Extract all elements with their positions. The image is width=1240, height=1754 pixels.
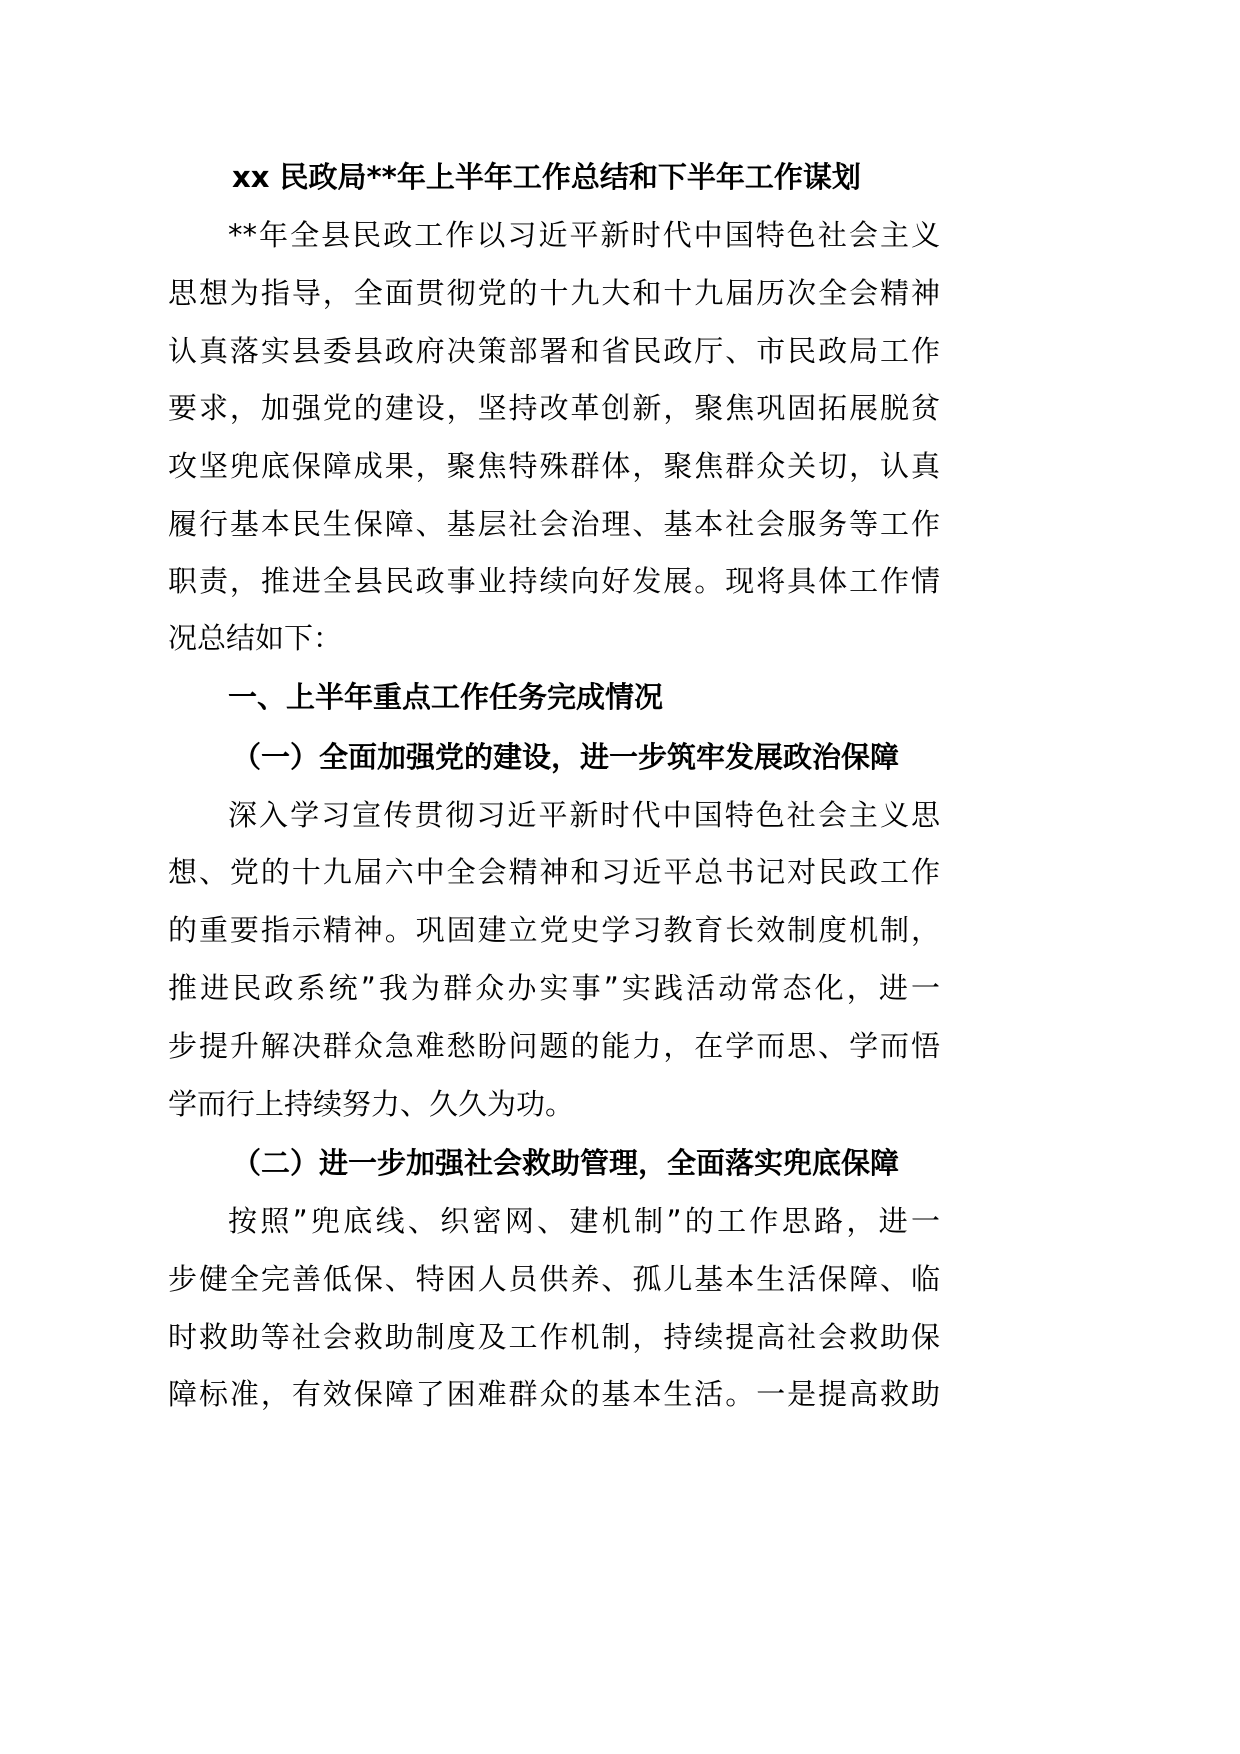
paragraph-line: 职责，推进全县民政事业持续向好发展。现将具体工作情	[168, 564, 940, 598]
paragraph-line: 攻坚兜底保障成果，聚焦特殊群体，聚焦群众关切，认真	[168, 449, 940, 483]
paragraph-line: 况总结如下：	[168, 621, 343, 655]
paragraph-line: 推进民政系统”我为群众办实事”实践活动常态化，进一	[168, 971, 940, 1005]
paragraph-line: 按照”兜底线、织密网、建机制”的工作思路，进一	[228, 1204, 940, 1238]
paragraph-line: 思想为指导，全面贯彻党的十九大和十九届历次全会精神	[168, 276, 940, 310]
subsection-heading: （一）全面加强党的建设，进一步筑牢发展政治保障	[232, 740, 900, 774]
paragraph-line: 障标准，有效保障了困难群众的基本生活。一是提高救助	[168, 1377, 940, 1411]
paragraph-line: 要求，加强党的建设，坚持改革创新，聚焦巩固拓展脱贫	[168, 391, 940, 425]
paragraph-line: 步提升解决群众急难愁盼问题的能力，在学而思、学而悟	[168, 1029, 940, 1063]
paragraph-line: 认真落实县委县政府决策部署和省民政厅、市民政局工作	[168, 334, 940, 368]
paragraph-line: 学而行上持续努力、久久为功。	[168, 1087, 575, 1121]
paragraph-line: 想、党的十九届六中全会精神和习近平总书记对民政工作	[168, 855, 940, 889]
paragraph-line: 时救助等社会救助制度及工作机制，持续提高社会救助保	[168, 1320, 940, 1354]
paragraph-line: 履行基本民生保障、基层社会治理、基本社会服务等工作	[168, 507, 940, 541]
paragraph-line: **年全县民政工作以习近平新时代中国特色社会主义	[228, 218, 940, 252]
section-heading: 一、上半年重点工作任务完成情况	[228, 680, 664, 714]
paragraph-line: 的重要指示精神。巩固建立党史学习教育长效制度机制，	[168, 913, 940, 947]
paragraph-line: 深入学习宣传贯彻习近平新时代中国特色社会主义思	[228, 798, 940, 832]
document-title: xx 民政局**年上半年工作总结和下半年工作谋划	[232, 160, 861, 194]
subsection-heading: （二）进一步加强社会救助管理，全面落实兜底保障	[232, 1146, 900, 1180]
paragraph-line: 步健全完善低保、特困人员供养、孤儿基本生活保障、临	[168, 1262, 940, 1296]
